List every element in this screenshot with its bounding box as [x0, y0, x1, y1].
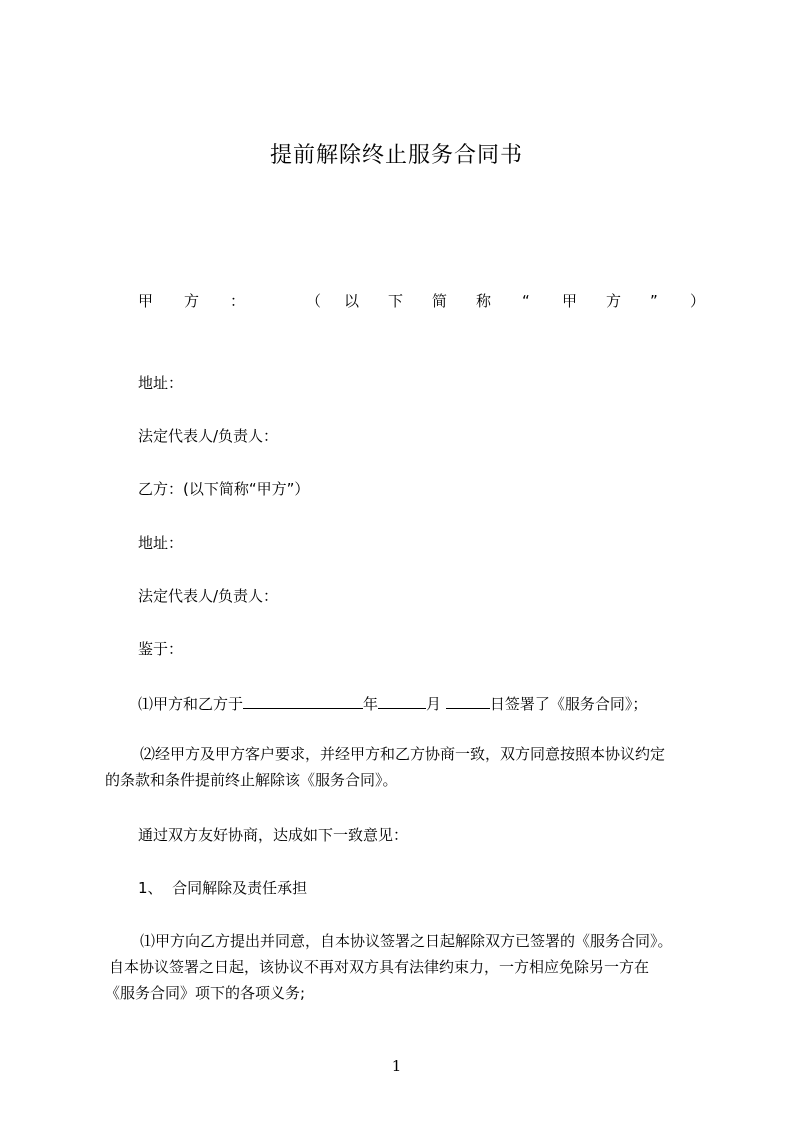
clause-2-line-1: ⑵经甲方及甲方客户要求，并经甲方和乙方协商一致，双方同意按照本协议约定 [140, 745, 666, 763]
document-title: 提前解除终止服务合同书 [269, 143, 523, 168]
date-blank-year [243, 692, 363, 709]
clause-2 [105, 741, 725, 793]
party-a-rep-label: 法定代表人/负责人： [138, 427, 279, 445]
section-1-item-1-line-2: 自本协议签署之日起，该协议不再对双方具有法律约束力，一方相应免除另一方在 [109, 958, 650, 976]
page-number: 1 [391, 1057, 402, 1075]
party-a-char: 方 [606, 292, 622, 310]
section-1-heading: 1、 合同解除及责任承担 [138, 879, 308, 897]
clause-2-line-2: 的条款和条件提前终止解除该《服务合同》。 [105, 771, 398, 789]
party-a-char: ） [690, 292, 706, 310]
party-a-char: “ [522, 292, 530, 310]
section-1-item-1-line-1: ⑴甲方向乙方提出并同意，自本协议签署之日起解除双方已签署的《服务合同》。 [140, 932, 673, 950]
party-a-char: 以 [344, 292, 360, 310]
clause-1-suffix: 日签署了《服务合同》； [489, 695, 648, 713]
party-a-char: ” [650, 292, 658, 310]
party-a-char: 称 [476, 292, 492, 310]
clause-1-month: 月 [426, 695, 442, 713]
date-blank-day [446, 692, 490, 709]
section-1-item-1-line-3: 《服务合同》项下的各项义务; [105, 984, 306, 1002]
party-b-address-label: 地址： [138, 534, 184, 552]
consensus-intro: 通过双方友好协商，达成如下一致意见： [138, 826, 409, 844]
party-a-char: ： [230, 292, 246, 310]
party-a-address-label: 地址： [138, 374, 184, 392]
party-a-char: （ [306, 292, 322, 310]
party-a-char: 简 [432, 292, 448, 310]
party-a-header [138, 290, 706, 312]
clause-1-year: 年 [363, 695, 379, 713]
party-b-line: 乙方：(以下简称“甲方”） [138, 480, 310, 498]
party-a-char: 甲 [562, 292, 578, 310]
date-blank-month [378, 692, 426, 709]
party-a-char: 下 [388, 292, 404, 310]
section-1-item-1 [105, 928, 725, 1006]
whereas-label: 鉴于： [138, 640, 184, 658]
party-a-char: 甲 [138, 292, 154, 310]
clause-1-prefix: ⑴甲方和乙方于 [138, 695, 244, 713]
clause-1 [138, 692, 647, 715]
party-a-char: 方 [184, 292, 200, 310]
party-b-rep-label: 法定代表人/负责人： [138, 587, 279, 605]
